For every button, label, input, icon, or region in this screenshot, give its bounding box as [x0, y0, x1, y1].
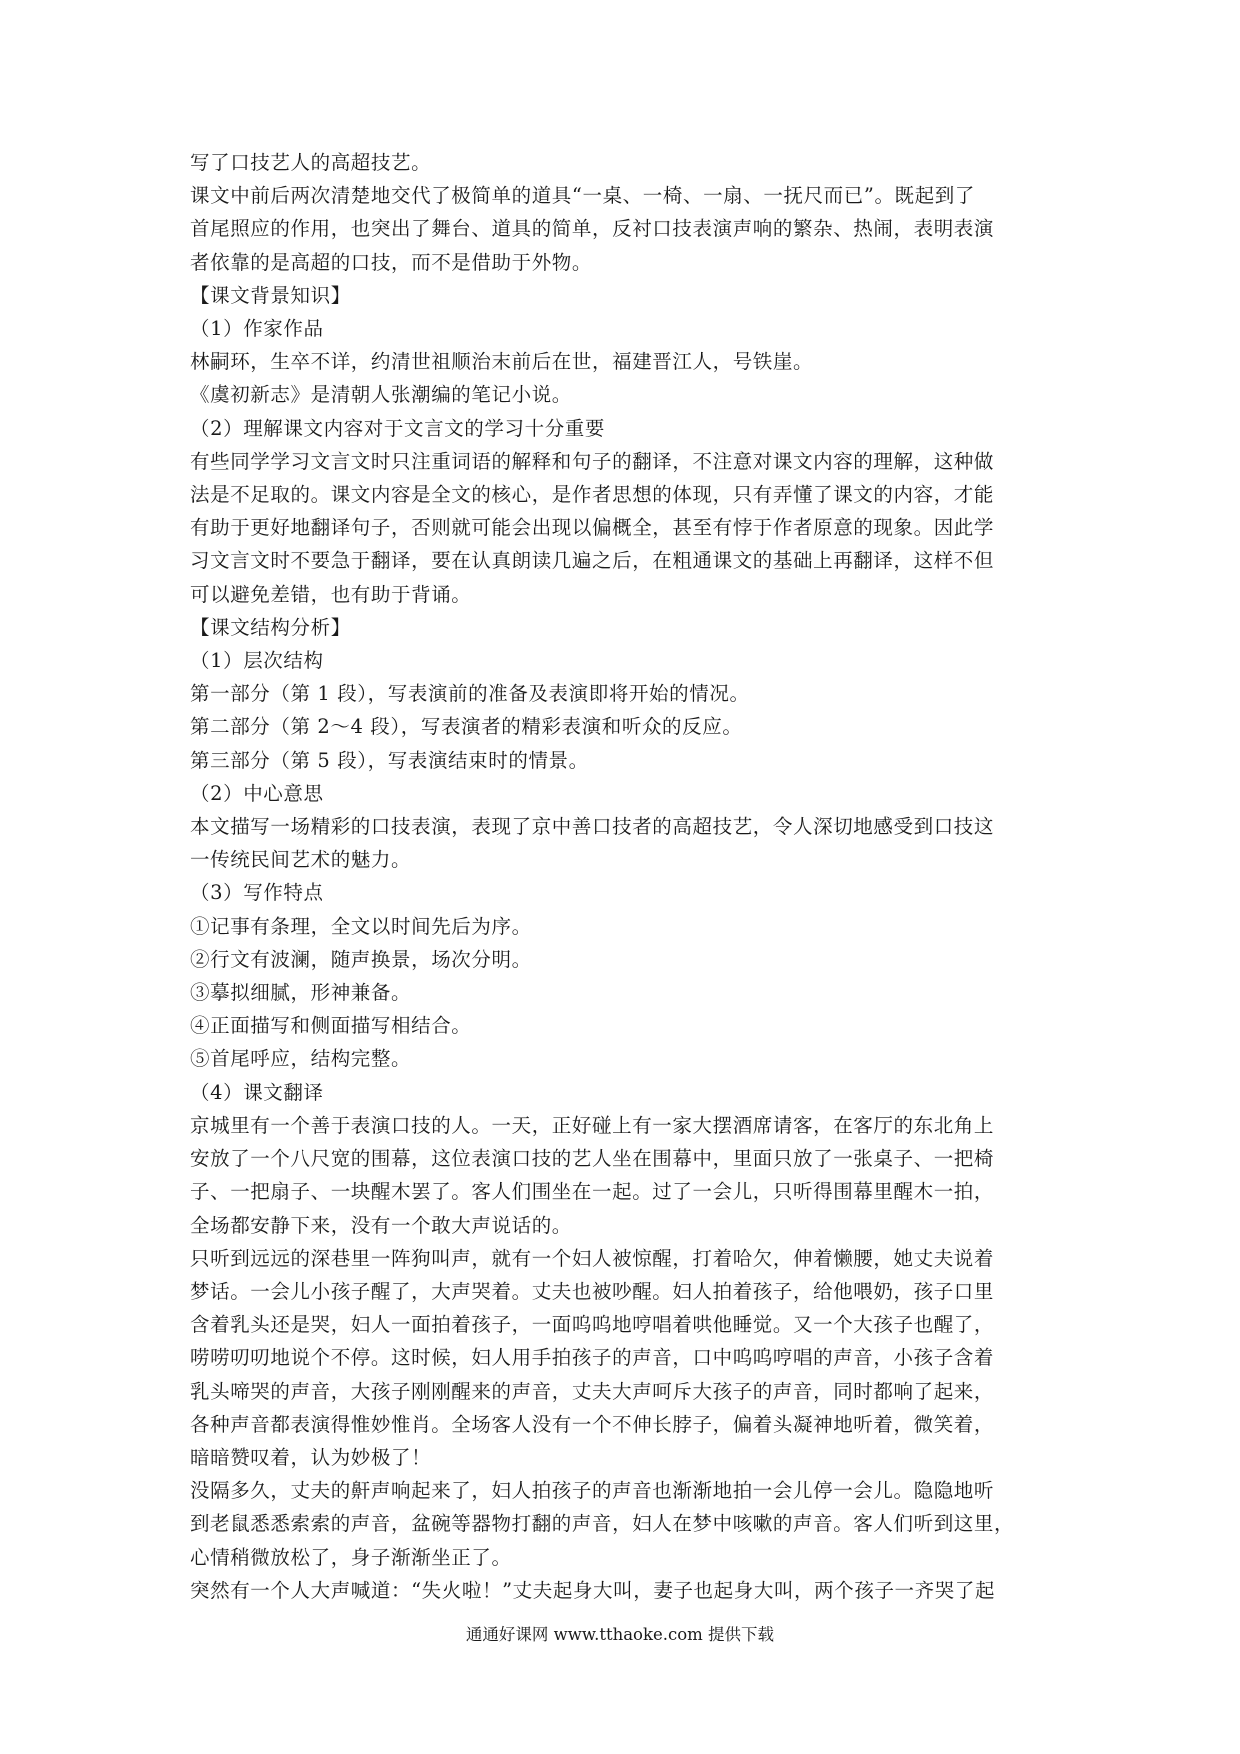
text-line: 可以避免差错，也有助于背诵。: [190, 582, 472, 606]
list-item: ④正面描写和侧面描写相结合。: [190, 1014, 472, 1038]
section-heading: 【课文背景知识】: [190, 283, 351, 307]
list-item: ③摹拟细腻，形神兼备。: [190, 981, 412, 1005]
text-line: 法是不足取的。课文内容是全文的核心，是作者思想的体现，只有弄懂了课文的内容，才能: [190, 483, 995, 507]
text-line: 心情稍微放松了，身子渐渐坐正了。: [190, 1545, 512, 1569]
list-item: ①记事有条理，全文以时间先后为序。: [190, 914, 532, 938]
section-heading: 【课文结构分析】: [190, 615, 351, 639]
text-line: 安放了一个八尺宽的围幕，这位表演口技的艺人坐在围幕中，里面只放了一张桌子、一把椅: [190, 1147, 995, 1171]
subsection-heading: （1）层次结构: [190, 649, 324, 673]
subsection-heading: （4）课文翻译: [190, 1080, 324, 1104]
page-footer: 通通好课网 www.tthaoke.com 提供下载: [465, 1625, 775, 1644]
text-line: 一传统民间艺术的魅力。: [190, 848, 412, 872]
text-line: 只听到远远的深巷里一阵狗叫声，就有一个妇人被惊醒，打着哈欠，伸着懒腰，她丈夫说着: [190, 1246, 995, 1270]
text-line: 唠唠叨叨地说个不停。这时候，妇人用手拍孩子的声音，口中呜呜哼唱的声音，小孩子含着: [190, 1346, 995, 1370]
text-line: 到老鼠悉悉索索的声音，盆碗等器物打翻的声音，妇人在梦中咳嗽的声音。客人们听到这里，: [190, 1512, 1015, 1536]
text-line: 课文中前后两次清楚地交代了极简单的道具“一桌、一椅、一扇、一抚尺而已”。既起到了: [190, 184, 975, 208]
subsection-heading: （1）作家作品: [190, 317, 324, 341]
text-line: 有些同学学习文言文时只注重词语的解释和句子的翻译，不注意对课文内容的理解，这种做: [190, 449, 995, 473]
text-line: 乳头啼哭的声音，大孩子刚刚醒来的声音，丈夫大声呵斥大孩子的声音，同时都响了起来，: [190, 1379, 995, 1403]
text-line: 含着乳头还是哭，妇人一面拍着孩子，一面呜呜地哼唱着哄他睡觉。又一个大孩子也醒了，: [190, 1313, 995, 1337]
text-line: 没隔多久，丈夫的鼾声响起来了，妇人拍孩子的声音也渐渐地拍一会儿停一会儿。隐隐地听: [190, 1479, 995, 1503]
text-line: 暗暗赞叹着，认为妙极了！: [190, 1445, 432, 1469]
text-line: 梦话。一会儿小孩子醒了，大声哭着。丈夫也被吵醒。妇人拍着孩子，给他喂奶，孩子口里: [190, 1279, 995, 1303]
list-item: ⑤首尾呼应，结构完整。: [190, 1047, 412, 1071]
text-line: 全场都安静下来，没有一个敢大声说话的。: [190, 1213, 572, 1237]
text-line: 第二部分（第 2～4 段），写表演者的精彩表演和听众的反应。: [190, 715, 743, 739]
text-line: 《虞初新志》是清朝人张潮编的笔记小说。: [190, 383, 572, 407]
text-line: 京城里有一个善于表演口技的人。一天，正好碰上有一家大摆酒席请客，在客厅的东北角上: [190, 1113, 995, 1137]
subsection-heading: （2）理解课文内容对于文言文的学习十分重要: [190, 416, 606, 440]
list-item: ②行文有波澜，随声换景，场次分明。: [190, 947, 532, 971]
text-line: 第三部分（第 5 段），写表演结束时的情景。: [190, 748, 589, 772]
text-line: 林嗣环，生卒不详，约清世祖顺治末前后在世，福建晋江人，号铁崖。: [190, 350, 814, 374]
text-line: 第一部分（第 1 段），写表演前的准备及表演即将开始的情况。: [190, 682, 750, 706]
text-line: 习文言文时不要急于翻译，要在认真朗读几遍之后，在粗通课文的基础上再翻译，这样不但: [190, 549, 995, 573]
text-line: 本文描写一场精彩的口技表演，表现了京中善口技者的高超技艺，令人深切地感受到口技这: [190, 815, 995, 839]
text-line: 各种声音都表演得惟妙惟肖。全场客人没有一个不伸长脖子，偏着头凝神地听着，微笑着，: [190, 1412, 995, 1436]
subsection-heading: （2）中心意思: [190, 781, 324, 805]
document-body: [190, 146, 1060, 1607]
text-line: 者依靠的是高超的口技，而不是借助于外物。: [190, 250, 593, 274]
subsection-heading: （3）写作特点: [190, 881, 324, 905]
text-line: 首尾照应的作用，也突出了舞台、道具的简单，反衬口技表演声响的繁杂、热闹，表明表演: [190, 217, 995, 241]
text-line: 有助于更好地翻译句子，否则就可能会出现以偏概全，甚至有悖于作者原意的现象。因此学: [190, 516, 995, 540]
text-line: 突然有一个人大声喊道：“失火啦！”丈夫起身大叫，妻子也起身大叫，两个孩子一齐哭了起: [190, 1578, 996, 1602]
text-line: 子、一把扇子、一块醒木罢了。客人们围坐在一起。过了一会儿，只听得围幕里醒木一拍，: [190, 1180, 995, 1204]
text-line: 写了口技艺人的高超技艺。: [190, 151, 432, 174]
